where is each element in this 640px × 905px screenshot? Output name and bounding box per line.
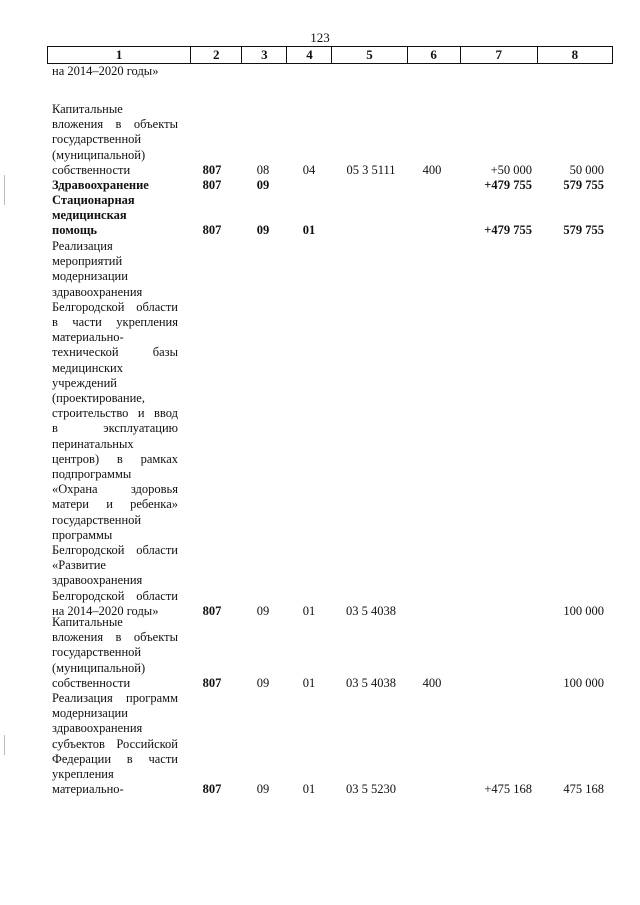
description-line: здравоохранения (52, 721, 143, 736)
cell-c2: 807 (202, 675, 222, 690)
col-header-8: 8 (537, 47, 612, 64)
description-line: собственности (52, 162, 131, 177)
cell-c7: +479 755 (484, 223, 532, 238)
cell-c3: 08 (256, 162, 270, 177)
description-line: модернизации (52, 269, 128, 284)
description-line: Белгородской области (52, 299, 178, 314)
cell-c3: 09 (256, 782, 270, 797)
description-line: собственности (52, 675, 131, 690)
cell-c2: 807 (202, 223, 222, 238)
cell-c8: 475 168 (563, 782, 604, 797)
description-line: материально- (52, 330, 124, 345)
description-line: государственной (52, 645, 142, 660)
row-description (52, 193, 178, 239)
cell-c2: 807 (202, 162, 222, 177)
col-header-5: 5 (332, 47, 407, 64)
description-line: Капитальные (52, 102, 123, 116)
description-line: здравоохранения (52, 573, 143, 588)
description-line: Реализация программ (52, 691, 178, 705)
col-header-2: 2 (191, 47, 242, 64)
description-line: укрепления (52, 767, 114, 782)
description-line: модернизации (52, 706, 128, 721)
continuation-text: на 2014–2020 годы» (52, 64, 159, 78)
description-line: государственной (52, 512, 142, 527)
description-line: программы (52, 527, 113, 542)
cell-c5: 03 5 4038 (346, 675, 396, 690)
row-description (52, 178, 178, 193)
col-header-3: 3 (242, 47, 287, 64)
description-line: Стационарная (52, 193, 135, 207)
scan-margin-mark (4, 735, 5, 755)
col-header-7: 7 (460, 47, 537, 64)
cell-c8: 579 755 (563, 178, 604, 192)
cell-c4: 01 (302, 675, 316, 690)
cell-c8: 50 000 (569, 162, 604, 177)
cell-c4: 01 (302, 223, 316, 238)
description-line: Капитальные (52, 615, 123, 629)
description-line: помощь (52, 223, 97, 238)
scan-margin-mark (4, 175, 5, 205)
col-header-1: 1 (48, 47, 191, 64)
cell-c2: 807 (202, 603, 222, 618)
row-description (52, 102, 178, 178)
description-line: в части укрепления (52, 315, 178, 330)
description-line: подпрограммы (52, 467, 132, 482)
row-description (52, 691, 178, 797)
cell-c5: 05 3 5111 (346, 162, 396, 177)
cell-c2: 807 (202, 782, 222, 797)
description-line: материально- (52, 782, 124, 797)
cell-c7: +50 000 (490, 162, 532, 177)
description-line: медицинская (52, 208, 127, 223)
description-line: Реализация (52, 239, 113, 253)
description-line: субъектов Российской (52, 736, 178, 751)
description-line: Здравоохранение (52, 178, 149, 192)
col-header-6: 6 (407, 47, 460, 64)
cell-c4: 01 (302, 782, 316, 797)
description-line: строительство и ввод (52, 406, 178, 421)
cell-c8: 100 000 (563, 603, 604, 618)
description-line: «Развитие (52, 558, 106, 573)
description-line: учреждений (52, 375, 117, 390)
cell-c2: 807 (202, 178, 222, 192)
cell-c4: 01 (302, 603, 316, 618)
cell-c4: 04 (302, 162, 316, 177)
cell-c8: 100 000 (563, 675, 604, 690)
description-line: (проектирование, (52, 391, 145, 406)
col-header-4: 4 (287, 47, 332, 64)
description-line: (муниципальной) (52, 660, 146, 675)
description-line: вложения в объекты (52, 117, 178, 132)
cell-c8: 579 755 (563, 223, 604, 238)
cell-c5: 03 5 4038 (346, 603, 396, 618)
column-header-table (47, 46, 613, 64)
cell-c3: 09 (256, 603, 270, 618)
description-line: вложения в объекты (52, 630, 178, 645)
description-line: матери и ребенка» (52, 497, 178, 512)
row-description (52, 239, 178, 619)
description-line: (муниципальной) (52, 147, 146, 162)
page-number: 123 (310, 30, 330, 45)
cell-c3: 09 (256, 223, 270, 238)
cell-c3: 09 (256, 178, 270, 192)
description-line: на 2014–2020 годы» (52, 603, 159, 618)
cell-c7: +479 755 (484, 178, 532, 192)
description-line: Белгородской области (52, 588, 178, 603)
cell-c7: +475 168 (484, 782, 532, 797)
description-line: медицинских (52, 360, 123, 375)
description-line: Федерации в части (52, 751, 178, 766)
description-line: мероприятий (52, 254, 123, 269)
cell-c6: 400 (422, 675, 442, 690)
description-line: «Охрана здоровья (52, 482, 178, 497)
cell-c5: 03 5 5230 (346, 782, 396, 797)
row-description (52, 615, 178, 691)
description-line: центров) в рамках (52, 451, 178, 466)
description-line: Белгородской области (52, 543, 178, 558)
description-line: перинатальных (52, 436, 134, 451)
description-line: здравоохранения (52, 284, 143, 299)
description-line: в эксплуатацию (52, 421, 178, 436)
cell-c6: 400 (422, 162, 442, 177)
description-line: технической базы (52, 345, 178, 360)
cell-c3: 09 (256, 675, 270, 690)
description-line: государственной (52, 132, 142, 147)
